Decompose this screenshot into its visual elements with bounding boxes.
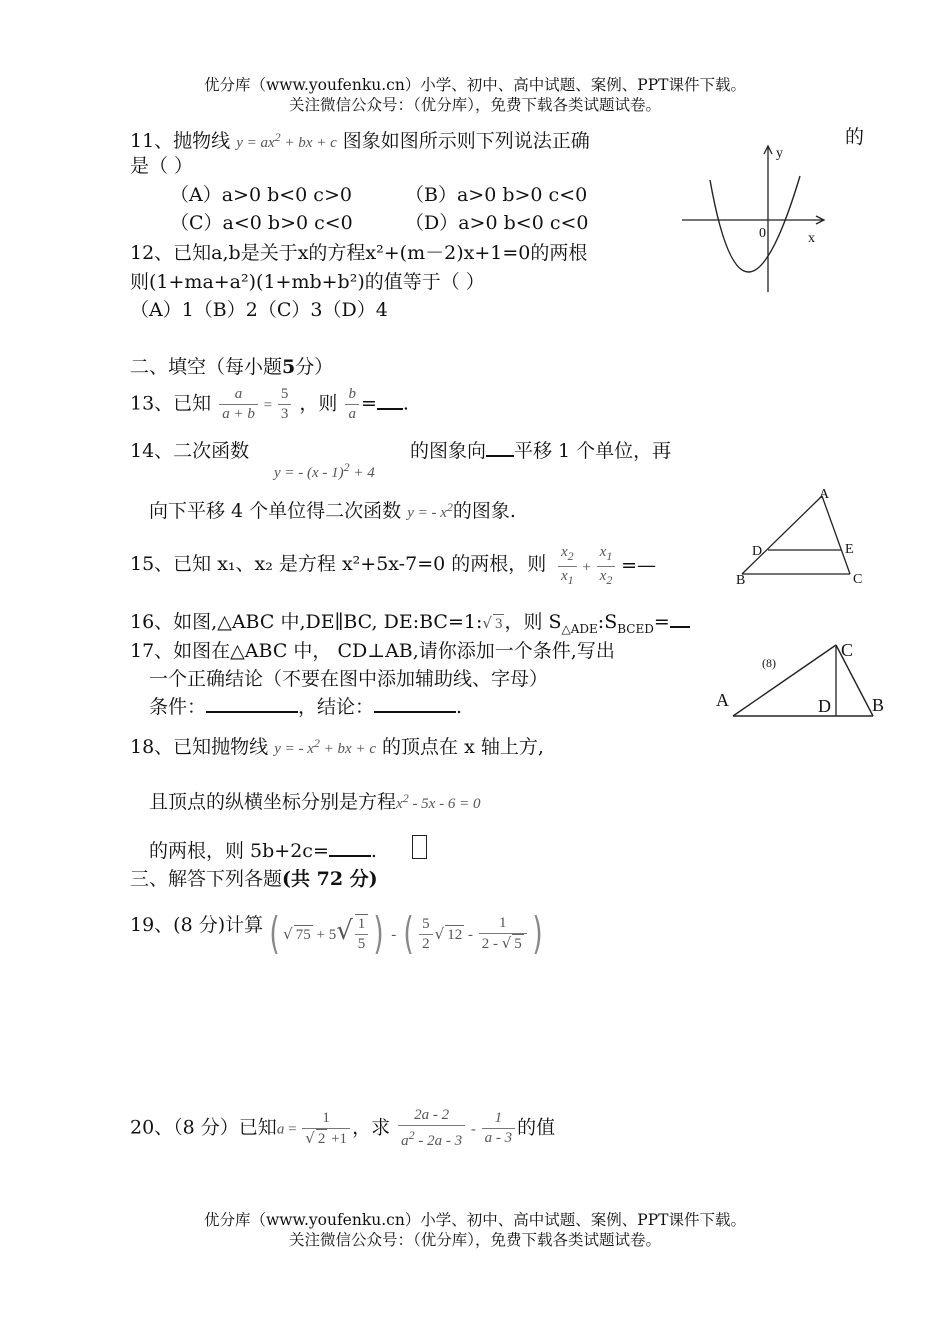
q18-line2-text: 且顶点的纵横坐标分别是方程 xyxy=(149,791,397,813)
q12-line1: 12、已知a,b是关于x的方程x²+(m－2)x+1=0的两根 xyxy=(130,242,588,264)
q13-frac-given: $\frac{a}{a + b}$ xyxy=(219,385,258,424)
header-line-2: 关注微信公众号：（优分库），免费下载各类试题试卷。 xyxy=(288,96,661,114)
q17-condition-blank[interactable] xyxy=(206,711,298,713)
q15-frac-1: $\frac{x_2}{x_1}$ xyxy=(558,543,577,590)
fig15-label-a: A xyxy=(819,487,830,502)
q14-answer-blank[interactable] xyxy=(486,455,514,457)
q13-prefix: 13、已知 xyxy=(130,392,212,415)
q16-prefix: 16、如图,△ABC 中,DE∥BC, DE:BC=1: xyxy=(130,611,483,633)
fig17-label-a: A xyxy=(716,690,729,710)
fig15-label-b: B xyxy=(736,573,746,588)
q13-end: . xyxy=(402,392,409,415)
q14-prefix: 14、二次函数 xyxy=(130,440,250,462)
q15-text: 15、已知 x₁、x₂ 是方程 x²+5x-7=0 的两根，则 xyxy=(130,553,547,575)
fig17-angle-mark: (8) xyxy=(762,656,776,670)
q12-line2: 则(1+ma+a²)(1+mb+b²)的值等于（ ） xyxy=(130,271,485,293)
q13-mid: ，则 xyxy=(299,392,338,415)
section3-points: (共 72 分) xyxy=(282,868,378,890)
q20-end: 的值 xyxy=(517,1116,556,1139)
q11-tail: 的 xyxy=(845,126,865,148)
q14-suffix2: 平移 1 个单位，再 xyxy=(514,440,672,462)
q18-line2 xyxy=(149,786,480,816)
fig15-label-c: C xyxy=(853,572,863,587)
q20-line: 20、（8 分）已知a = $\frac{1}{√ 2 +1}$ ，求 $\frac{2a - 2}{a^2 - 2a - 3}$ - $\frac{1}{a - 3}$ 的值 xyxy=(130,1107,556,1149)
q18-suffix: 的顶点在 x 轴上方, xyxy=(382,736,544,758)
q18-line3 xyxy=(149,839,377,863)
q11-prefix: 11、抛物线 xyxy=(130,130,231,152)
q17-conclusion-blank[interactable] xyxy=(374,711,456,713)
q13-frac-ask: $\frac{b}{a}$ xyxy=(345,385,359,424)
section3-title-text: 三、解答下列各题 xyxy=(130,868,283,890)
placeholder-box-icon xyxy=(412,835,427,859)
q11-suffix: 图象如图所示则下列说法正确 xyxy=(342,130,590,152)
q11-line2: 是（ ） xyxy=(130,155,194,177)
q16-answer-blank[interactable] xyxy=(670,626,690,628)
q16-line: 16、如图,△ABC 中,DE∥BC, DE:BC=1:√ 3 ，则 $S_{\triangle ADE}:S_{BCED}=$ xyxy=(130,610,690,641)
q17-line3 xyxy=(149,695,462,719)
q15-expr: $\frac{x_2}{x_1}$ + $\frac{x_1}{x_2}$ =— xyxy=(556,543,656,590)
q20-frac-1: $\frac{2a - 2}{a^2 - 2a - 3}$ xyxy=(398,1106,465,1151)
q18-equation: $x^2 - 5x - 6 = 0$ xyxy=(396,791,481,812)
q17-line1: 17、如图在△ABC 中， CD⊥AB,请你添加一个条件,写出 xyxy=(130,640,615,662)
q18-answer-blank[interactable] xyxy=(329,855,371,857)
q14-line2 xyxy=(149,495,516,525)
q18-prefix: 18、已知抛物线 xyxy=(130,736,269,758)
q18-line3b: . xyxy=(370,840,377,862)
q13-frac-value: $\frac{5}{3}$ xyxy=(278,385,292,424)
q16-mid: ，则 S xyxy=(504,611,562,633)
parabola-curve xyxy=(710,176,800,272)
q17-cond-label: 条件： xyxy=(149,696,207,718)
q17-end: . xyxy=(456,696,463,718)
q16-sub-ade: △ADE xyxy=(561,621,598,636)
q11-formula: $y = ax^2$ + bx + c xyxy=(236,130,337,151)
q13-eq: = xyxy=(360,392,377,415)
q13-answer-blank[interactable] xyxy=(377,408,403,410)
q11-line1 xyxy=(130,125,590,155)
fig15-label-d: D xyxy=(752,544,763,559)
q16-sub-bced: BCED xyxy=(617,621,654,636)
q11-option-a: （A）a>0 b<0 c>0 xyxy=(170,184,352,206)
section2-points: 5 xyxy=(282,356,296,378)
fig17-label-b: B xyxy=(872,695,885,715)
q16-colon: :S xyxy=(597,611,618,633)
section2-unit: 分） xyxy=(295,356,334,378)
q18-line1 xyxy=(130,731,544,761)
triangle-ade-figure xyxy=(730,488,870,588)
q15-frac-2: $\frac{x_1}{x_2}$ xyxy=(597,543,616,590)
header-line-1: 优分库（www.youfenku.cn）小学、初中、高中试题、案例、PPT课件下载。 xyxy=(203,76,747,94)
q20-frac-a: $\frac{1}{√ 2 +1}$ xyxy=(302,1109,350,1149)
q19-expression: ( √ 75 + 5√ $\frac{1}{5}$ ) - ( $\frac{5}{2}$ √ 12 - $\frac{1}{2 - √ 5}$ ) xyxy=(269,908,543,959)
fig17-label-d: D xyxy=(818,696,831,716)
fig11-label-y: y xyxy=(776,146,783,161)
q18-formula: y = - $x^2$ + bx + c xyxy=(274,736,376,757)
q15-eq: =— xyxy=(621,554,656,577)
q11-option-b: （B）a>0 b>0 c<0 xyxy=(405,184,588,206)
q12-options: （A）1（B）2（C）3（D）4 xyxy=(130,299,388,321)
fig15-label-e: E xyxy=(845,542,854,557)
q14-line2b: 的图象. xyxy=(452,500,516,522)
q14-formula: y = - (x - 1)$^2$ + 4 xyxy=(274,460,375,481)
q18-line3a: 的两根，则 5b+2c= xyxy=(149,840,329,862)
q16-end: = xyxy=(653,611,670,633)
fig11-label-origin: 0 xyxy=(759,226,766,241)
triangle-abc-figure xyxy=(715,640,887,720)
footer-line-1: 优分库（www.youfenku.cn）小学、初中、高中试题、案例、PPT课件下载。 xyxy=(203,1211,747,1229)
q19-prefix: 19、(8 分)计算 xyxy=(130,914,264,936)
q13-line: 13、已知 $\frac{a}{a + b}$ = $\frac{5}{3}$ ，则 $\frac{b}{a}$ = . xyxy=(130,386,409,422)
q17-line2: 一个正确结论（不要在图中添加辅助线、字母） xyxy=(149,668,549,690)
section2-title xyxy=(130,355,333,379)
fig17-label-c: C xyxy=(841,640,854,660)
q14-suffix-text: 的图象向 xyxy=(410,440,487,462)
q20-frac-2: $\frac{1}{a - 3}$ xyxy=(482,1109,516,1148)
q14-result-formula: y = - $x^2$ xyxy=(407,500,453,521)
parabola-figure xyxy=(676,142,836,297)
side-ac xyxy=(822,496,850,574)
q20-mid: ，求 xyxy=(352,1116,391,1139)
section3-title xyxy=(130,867,378,891)
section2-title-text: 二、填空（每小题 xyxy=(130,356,283,378)
q11-option-d: （D）a>0 b<0 c<0 xyxy=(405,212,589,234)
q14-suffix xyxy=(410,439,671,463)
q14-line2a: 向下平移 4 个单位得二次函数 xyxy=(149,500,402,522)
q11-option-c: （C）a<0 b>0 c<0 xyxy=(170,212,353,234)
footer-line-2: 关注微信公众号：（优分库），免费下载各类试题试卷。 xyxy=(288,1231,661,1249)
side-ab xyxy=(742,496,822,574)
fig11-label-x: x xyxy=(808,231,815,246)
q20-prefix: 20、（8 分）已知 xyxy=(130,1116,277,1139)
q17-concl-label: ，结论： xyxy=(298,696,375,718)
